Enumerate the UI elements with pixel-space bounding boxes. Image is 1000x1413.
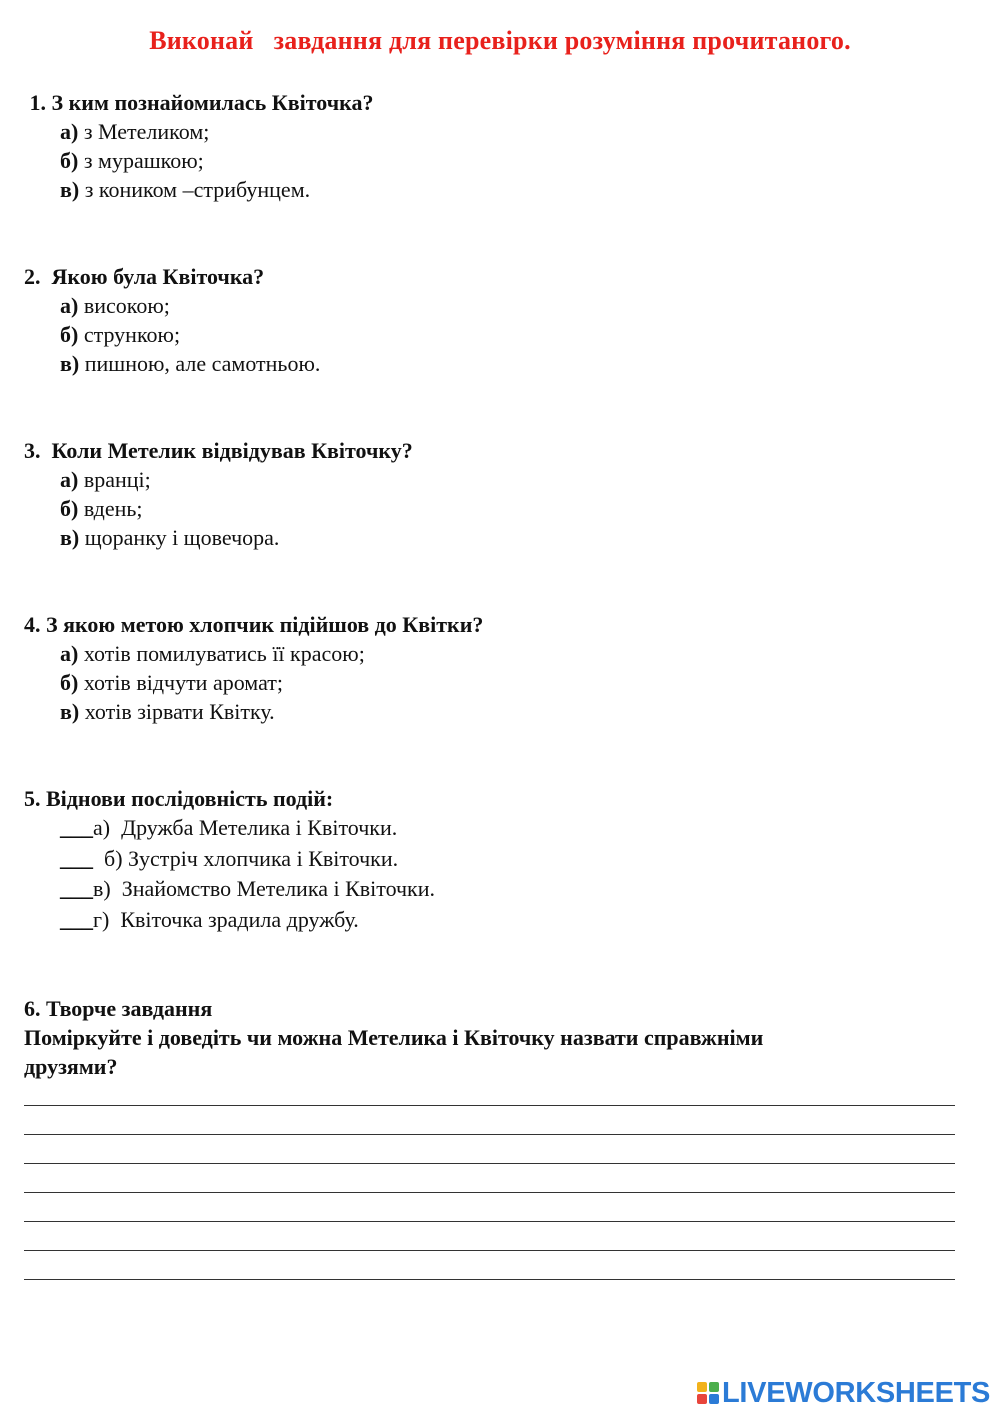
option-letter: а): [60, 293, 79, 318]
sequence-item-a: [24, 813, 435, 844]
option-a: [24, 291, 320, 320]
question-text: 4. З якою метою хлопчик підійшов до Квітки?: [24, 612, 484, 637]
order-blank[interactable]: ___: [60, 845, 93, 871]
option-b: [24, 494, 413, 523]
question-6-creative: [24, 994, 964, 1081]
sequence-text: г) Квіточка зрадила дружбу.: [93, 906, 359, 932]
order-blank[interactable]: ___: [60, 876, 93, 901]
option-text: хотів зірвати Квітку.: [79, 699, 275, 724]
option-letter: а): [60, 641, 79, 666]
option-letter: в): [60, 699, 80, 724]
option-letter: б): [60, 670, 79, 695]
option-c: [24, 349, 320, 378]
option-letter: в): [60, 177, 80, 202]
option-a: [24, 639, 483, 668]
option-text: з коником –стрибунцем.: [79, 177, 311, 202]
question-4: [24, 610, 483, 726]
page-title: Виконай завдання для перевірки розуміння прочитаного.: [149, 26, 851, 55]
sequence-text: а) Дружба Метелика і Квіточки.: [93, 815, 398, 840]
option-text: стрункою;: [78, 322, 181, 347]
option-a: [24, 117, 373, 146]
option-text: вдень;: [78, 496, 143, 521]
creative-task-prompt-continued: друзями?: [24, 1054, 118, 1079]
question-3: [24, 436, 413, 552]
option-letter: в): [60, 351, 80, 376]
sequence-item-b: [24, 844, 435, 875]
option-b: [24, 146, 373, 175]
answer-line[interactable]: [24, 1250, 955, 1251]
sequence-item-d: [24, 905, 435, 936]
liveworksheets-icon: [697, 1382, 719, 1404]
answer-line[interactable]: [24, 1221, 955, 1222]
creative-task-heading: 6. Творче завдання: [24, 996, 213, 1021]
sequence-text: в) Знайомство Метелика і Квіточки.: [93, 876, 436, 901]
option-b: [24, 320, 320, 349]
order-blank[interactable]: ___: [60, 906, 93, 932]
question-1: [24, 88, 373, 204]
option-letter: б): [60, 496, 79, 521]
answer-line[interactable]: [24, 1134, 955, 1135]
question-2: [24, 262, 320, 378]
option-text: хотів відчути аромат;: [78, 670, 283, 695]
option-text: щоранку і щовечора.: [79, 525, 280, 550]
answer-line[interactable]: [24, 1105, 955, 1106]
sequence-item-c: [24, 874, 435, 905]
option-b: [24, 668, 483, 697]
option-text: з Метеликом;: [78, 119, 210, 144]
sequence-text: б) Зустріч хлопчика і Квіточки.: [93, 845, 399, 871]
option-c: [24, 697, 483, 726]
option-a: [24, 465, 413, 494]
brand-name: LIVEWORKSHEETS: [722, 1376, 991, 1409]
question-text: 2. Якою була Квіточка?: [24, 264, 265, 289]
option-letter: а): [60, 119, 79, 144]
question-text: 3. Коли Метелик відвідував Квіточку?: [24, 438, 413, 463]
option-text: пишною, але самотньою.: [79, 351, 321, 376]
question-5-sequence: [24, 784, 435, 935]
question-text: 1. З ким познайомилась Квіточка?: [24, 90, 374, 115]
option-c: [24, 175, 373, 204]
option-text: високою;: [78, 293, 170, 318]
option-letter: в): [60, 525, 80, 550]
option-text: з мурашкою;: [78, 148, 204, 173]
order-blank[interactable]: ___: [60, 815, 93, 840]
option-letter: а): [60, 467, 79, 492]
option-text: хотів помилуватись її красою;: [78, 641, 365, 666]
answer-line[interactable]: [24, 1192, 955, 1193]
answer-line[interactable]: [24, 1279, 955, 1280]
creative-task-prompt: Поміркуйте і доведіть чи можна Метелика і Квіточку назвати справжніми: [24, 1025, 764, 1050]
question-text: 5. Віднови послідовність подій:: [24, 786, 334, 811]
liveworksheets-logo: [697, 1377, 990, 1409]
answer-line[interactable]: [24, 1163, 955, 1164]
option-letter: б): [60, 148, 79, 173]
option-text: вранці;: [78, 467, 151, 492]
option-c: [24, 523, 413, 552]
option-letter: б): [60, 322, 79, 347]
